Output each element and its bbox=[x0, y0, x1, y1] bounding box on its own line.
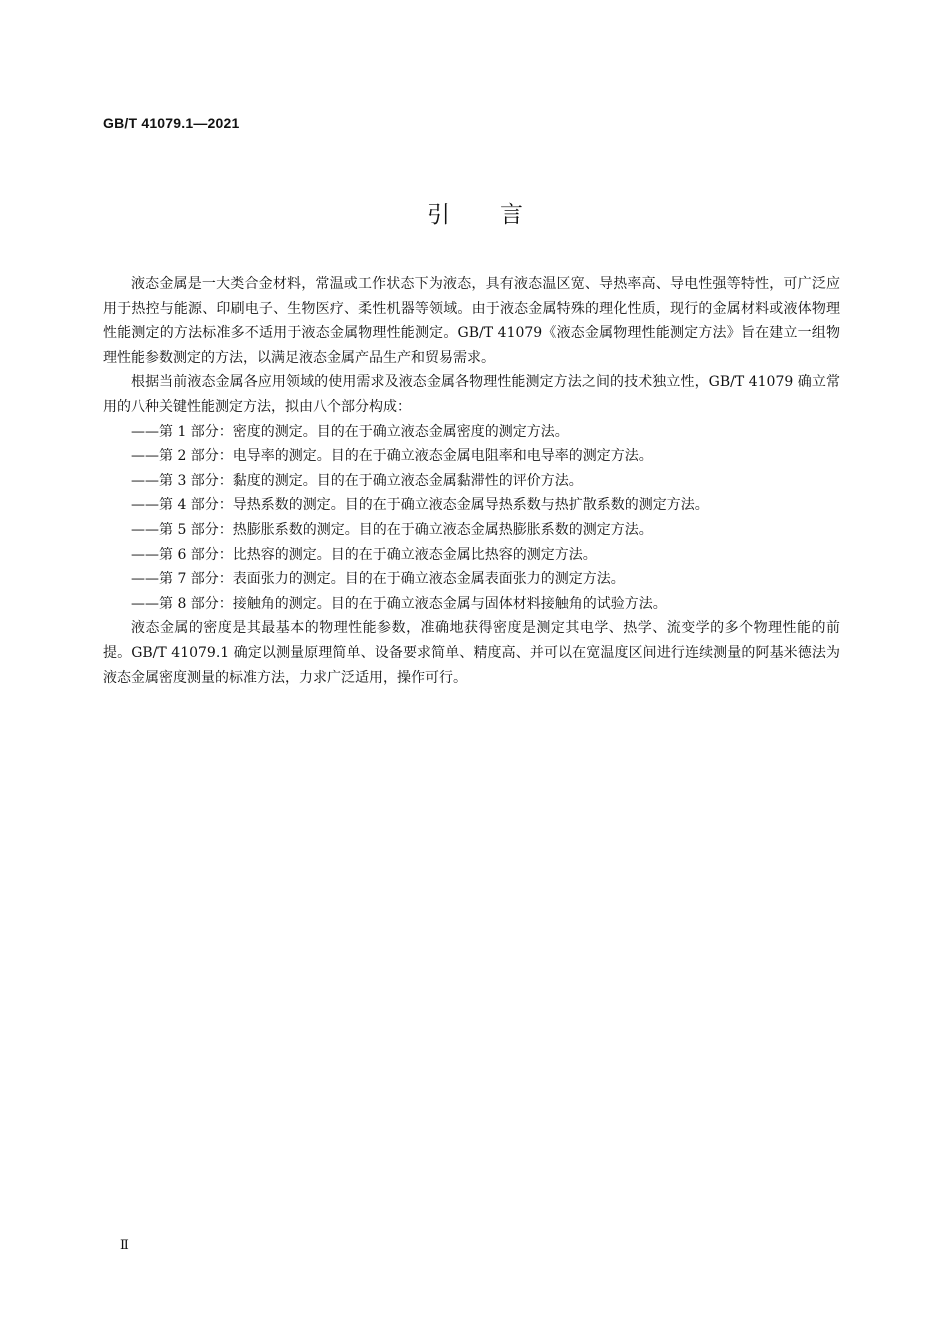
page-title: 引言 bbox=[427, 202, 573, 228]
list-item-part-4: ——第 4 部分：导热系数的测定。目的在于确立液态金属导热系数与热扩散系数的测定方法。 bbox=[131, 497, 709, 514]
intro-paragraph: 液态金属是一大类合金材料，常温或工作状态下为液态，具有液态温区宽、导热率高、导电性强等特性，可广泛应用于热控与能源、印刷电子、生物医疗、柔性机器等领域。由于液态金属特殊的理化性质，现行的金属材料或液体物理性能测定的方法标准多不适用于液态金属物理性能测定。GB/T 41079《液态金属物理性能测定方法》旨在建立一组物理性能参数测定的方法，以满足液态金属产品生产和贸易需求。 bbox=[103, 276, 840, 366]
list-item-part-8: ——第 8 部分：接触角的测定。目的在于确立液态金属与固体材料接触角的试验方法。 bbox=[131, 595, 667, 612]
list-item-part-1: ——第 1 部分：密度的测定。目的在于确立液态金属密度的测定方法。 bbox=[131, 423, 569, 440]
standard-code-header: GB/T 41079.1—2021 bbox=[103, 115, 240, 131]
list-item-part-3: ——第 3 部分：黏度的测定。目的在于确立液态金属黏滞性的评价方法。 bbox=[131, 472, 583, 489]
structure-paragraph: 根据当前液态金属各应用领域的使用需求及液态金属各物理性能测定方法之间的技术独立性，GB/T 41079 确立常用的八种关键性能测定方法，拟由八个部分构成： bbox=[103, 374, 840, 415]
page-number: Ⅱ bbox=[120, 1238, 129, 1253]
list-item-part-7: ——第 7 部分：表面张力的测定。目的在于确立液态金属表面张力的测定方法。 bbox=[131, 571, 625, 588]
list-item-part-6: ——第 6 部分：比热容的测定。目的在于确立液态金属比热容的测定方法。 bbox=[131, 546, 597, 563]
density-paragraph: 液态金属的密度是其最基本的物理性能参数，准确地获得密度是测定其电学、热学、流变学的多个物理性能的前提。GB/T 41079.1 确定以测量原理简单、设备要求简单、精度高、并可以在宽温度区间进行连续测量的阿基米德法为液态金属密度测量的标准方法，力求广泛适用，操作可行。 bbox=[103, 620, 840, 686]
list-item-part-2: ——第 2 部分：电导率的测定。目的在于确立液态金属电阻率和电导率的测定方法。 bbox=[131, 448, 653, 465]
list-item-part-5: ——第 5 部分：热膨胀系数的测定。目的在于确立液态金属热膨胀系数的测定方法。 bbox=[131, 521, 653, 538]
introduction-body bbox=[103, 272, 840, 690]
